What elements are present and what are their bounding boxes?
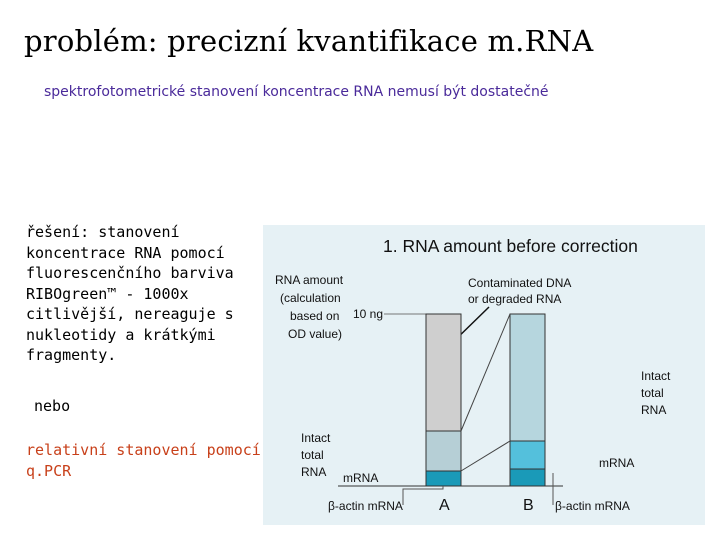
rna-amount-label: OD value) (288, 327, 343, 341)
solution-line: nukleotidy a krátkými (26, 325, 216, 344)
solution-line: koncentrace RNA pomocí (26, 243, 225, 262)
contaminated-label: Contaminated DNA (468, 276, 572, 290)
bar-b-intact-segment (510, 314, 545, 441)
slide-subtitle: spektrofotometrické stanovení koncentrace RNA nemusí být dostatečné (44, 84, 549, 100)
solution-line: fragmenty. (26, 346, 117, 364)
intact-total-right-label: RNA (641, 403, 667, 417)
solution-line: RIBOgreen™ - 1000x (26, 284, 189, 303)
bar-a-label: A (439, 497, 450, 514)
bar-a-mrna-segment (426, 471, 461, 486)
slide-title: problém: precizní kvantifikace m.RNA (24, 24, 594, 58)
bar-b-actin-segment (510, 469, 545, 486)
contaminated-label: or degraded RNA (468, 292, 562, 306)
alternative-text (26, 440, 266, 481)
rna-amount-label: based on (290, 309, 340, 323)
solution-line: citlivější, nereaguje s (26, 305, 234, 323)
bar-b-label: B (523, 497, 534, 514)
intact-total-left-label: total (301, 448, 324, 462)
mrna-left-label: mRNA (343, 471, 379, 485)
alternative-line: q.PCR (26, 461, 72, 480)
bar-b-mrna-segment (510, 441, 545, 469)
alternative-line: relativní stanovení pomocí (26, 441, 261, 459)
intact-total-left-label: Intact (301, 431, 331, 445)
figure-canvas (263, 225, 705, 525)
rna-amount-label: (calculation (280, 291, 341, 305)
bar-a-intact-segment (426, 431, 461, 471)
solution-text (26, 222, 266, 366)
solution-line: fluorescenčního barviva (26, 264, 234, 282)
bar-a-contaminated-segment (426, 314, 461, 431)
figure-title: 1. RNA amount before correction (383, 236, 638, 256)
intact-total-right-label: total (641, 386, 664, 400)
intact-total-left-label: RNA (301, 465, 327, 479)
ten-ng-label: 10 ng (353, 307, 384, 321)
intact-total-right-label: Intact (641, 369, 671, 383)
rna-amount-label: RNA amount (275, 273, 344, 287)
beta-actin-left-label: β-actin mRNA (328, 499, 403, 513)
solution-line: řešení: stanovení (26, 223, 180, 241)
mrna-right-label: mRNA (599, 456, 635, 470)
rna-correction-figure (263, 225, 705, 525)
or-label: nebo (34, 397, 71, 415)
beta-actin-right-label: β-actin mRNA (555, 499, 630, 513)
